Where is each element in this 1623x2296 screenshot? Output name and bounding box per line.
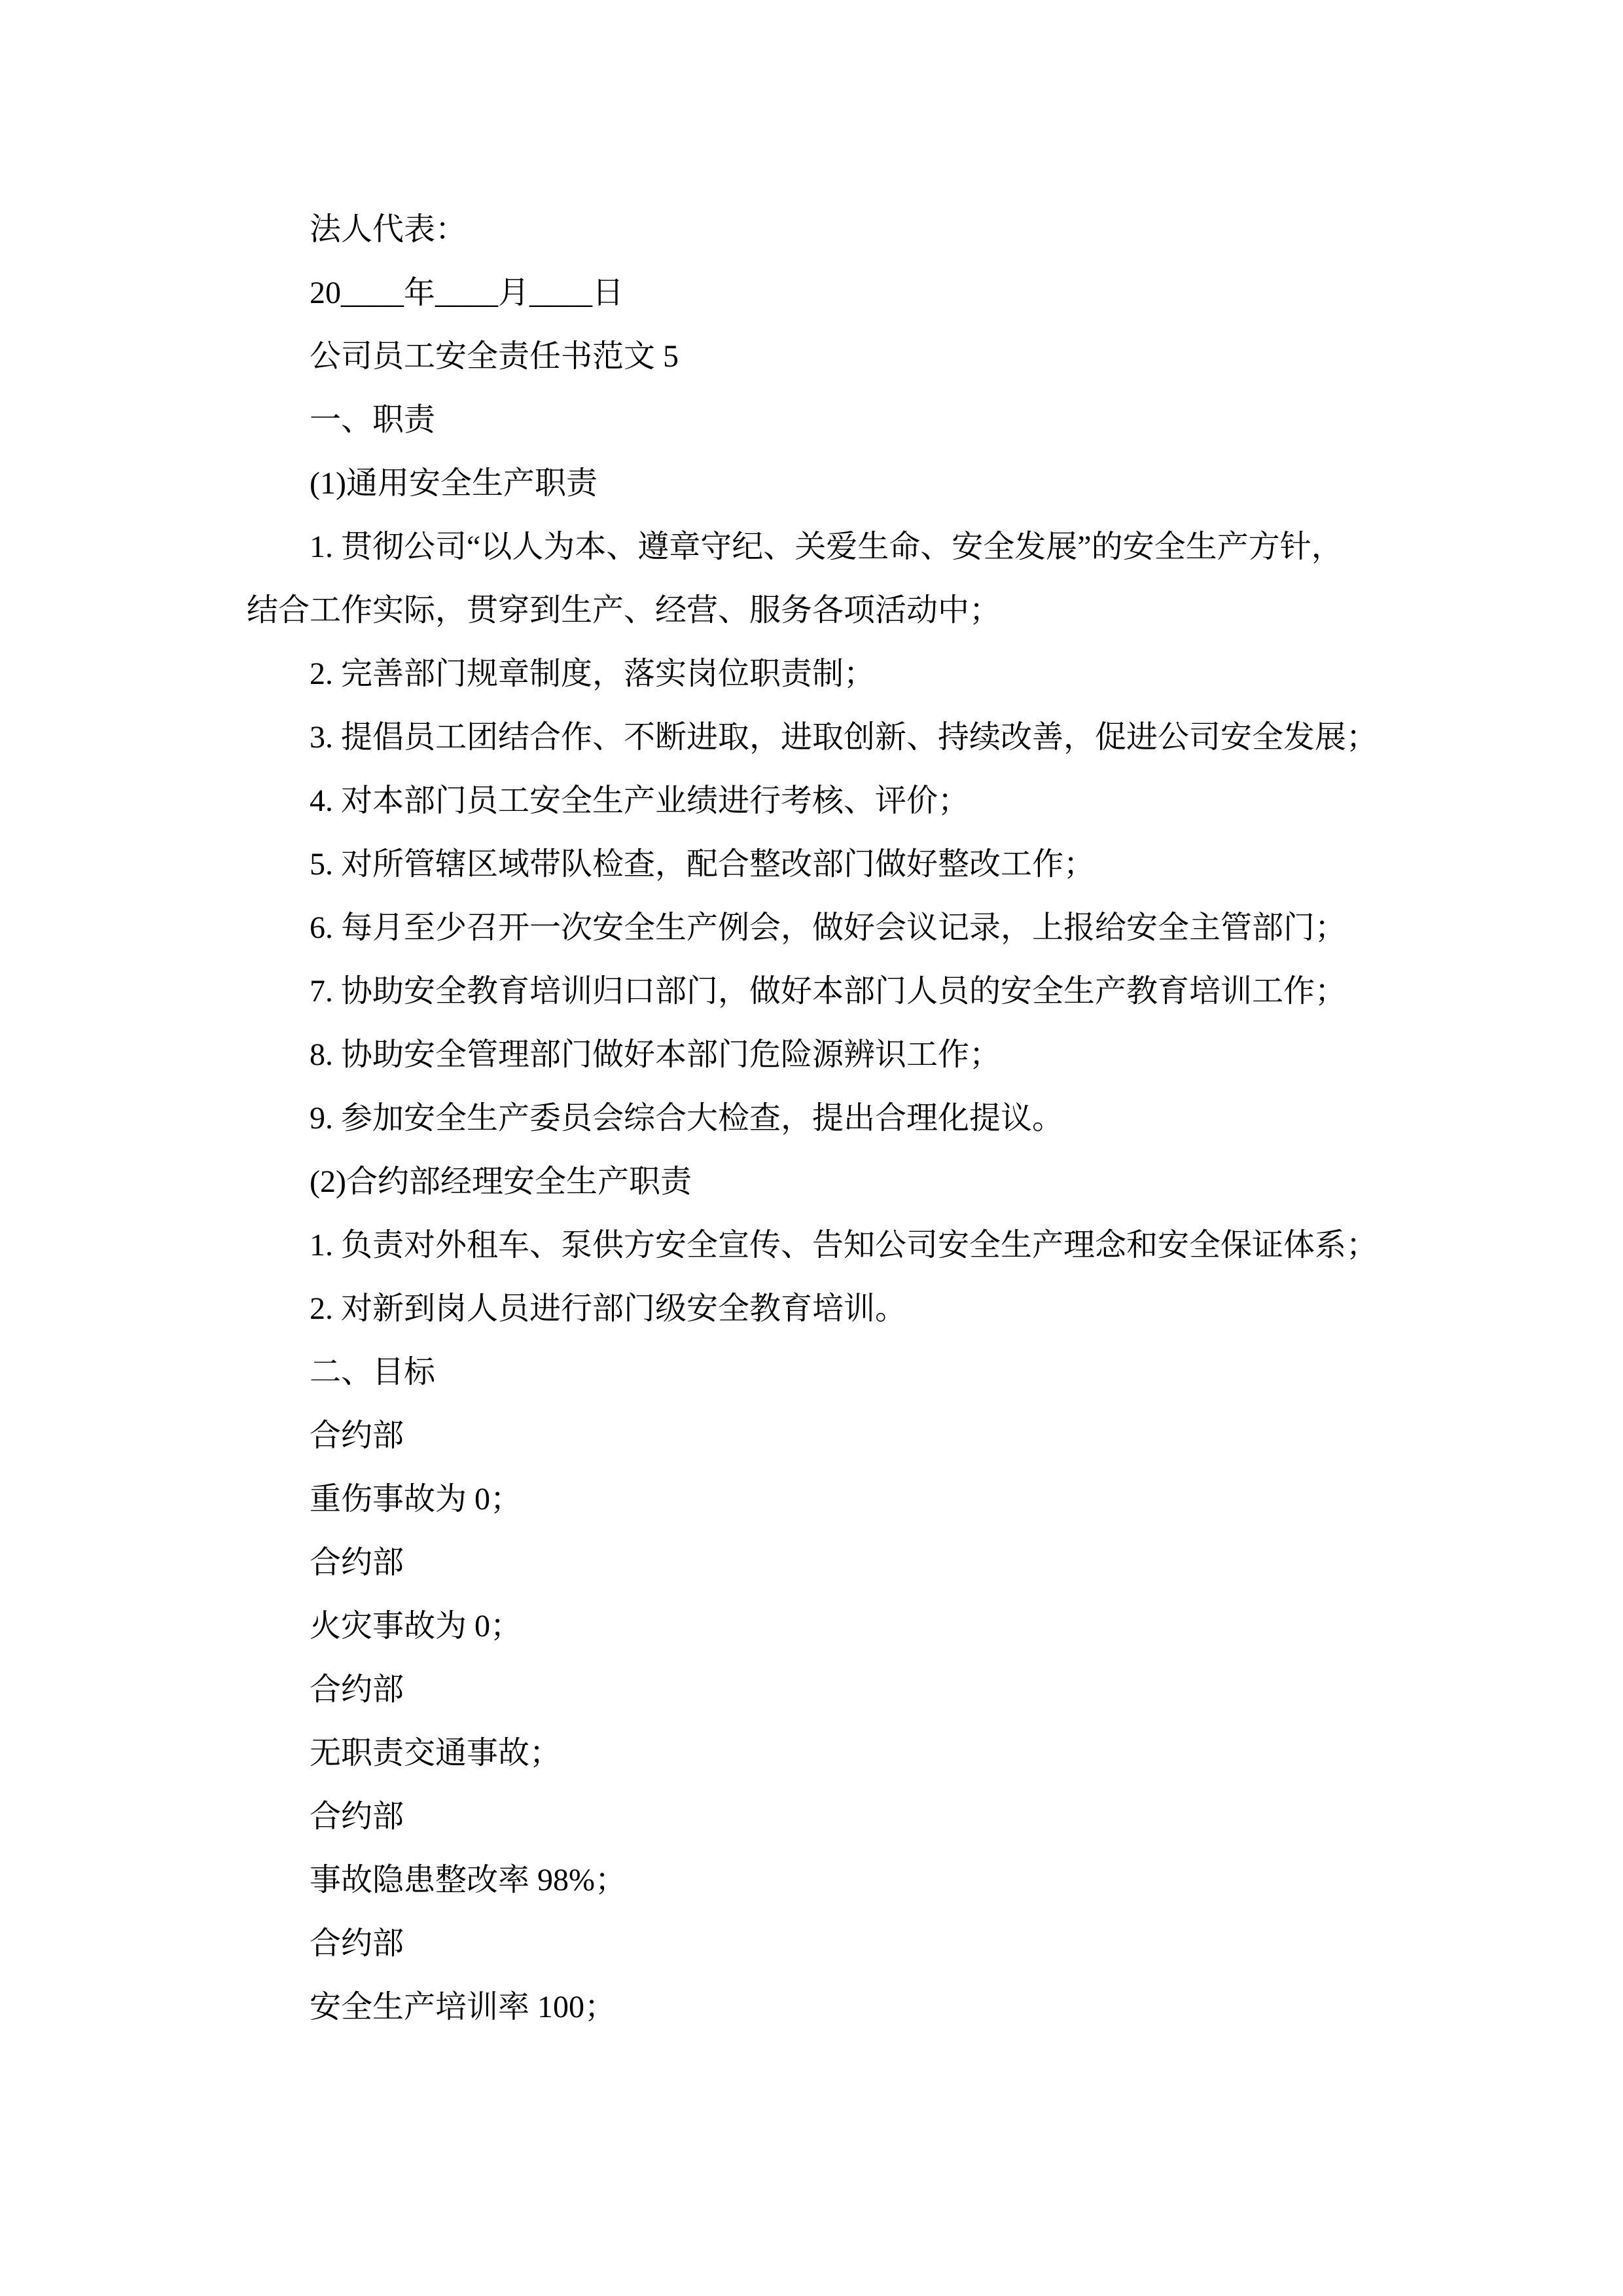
text-line-item-4: 4. 对本部门员工安全生产业绩进行考核、评价；	[310, 783, 970, 818]
text-line-dept-4: 合约部	[310, 1799, 404, 1834]
text-line-item-1a: 1. 贯彻公司“以人为本、遵章守纪、关爱生命、安全发展”的安全生产方针，	[310, 529, 1343, 564]
text-line-sub2-item-1: 1. 负责对外租车、泵供方安全宣传、告知公司安全生产理念和安全保证体系；	[310, 1228, 1378, 1263]
text-line-subsection-1: (1)通用安全生产职责	[310, 466, 597, 501]
text-line-legal-representative: 法人代表：	[310, 212, 467, 247]
text-line-date-blank: 20____年____月____日	[310, 276, 624, 310]
text-line-item-6: 6. 每月至少召开一次安全生产例会，做好会议记录，上报给安全主管部门；	[310, 910, 1347, 945]
text-line-item-3: 3. 提倡员工团结合作、不断进取，进取创新、持续改善，促进公司安全发展；	[310, 720, 1378, 755]
text-line-dept-1: 合约部	[310, 1418, 404, 1453]
text-line-item-2: 2. 完善部门规章制度，落实岗位职责制；	[310, 656, 876, 691]
text-line-sub2-item-2: 2. 对新到岗人员进行部门级安全教育培训。	[310, 1291, 907, 1326]
text-line-subsection-2: (2)合约部经理安全生产职责	[310, 1164, 692, 1199]
text-line-item-1b: 结合工作实际，贯穿到生产、经营、服务各项活动中；	[247, 593, 1001, 628]
text-line-goal-1: 重伤事故为 0；	[310, 1482, 522, 1516]
text-line-dept-3: 合约部	[310, 1672, 404, 1707]
text-line-doc-title: 公司员工安全责任书范文 5	[310, 339, 679, 374]
text-line-goal-2: 火灾事故为 0；	[310, 1609, 522, 1643]
text-line-section-1-heading: 一、职责	[310, 403, 436, 437]
text-line-goal-3: 无职责交通事故；	[310, 1736, 562, 1770]
text-line-item-8: 8. 协助安全管理部门做好本部门危险源辨识工作；	[310, 1037, 1001, 1072]
text-line-goal-4: 事故隐患整改率 98%；	[310, 1863, 626, 1897]
text-line-section-2-heading: 二、目标	[310, 1355, 436, 1390]
text-line-item-5: 5. 对所管辖区域带队检查，配合整改部门做好整改工作；	[310, 847, 1096, 882]
document-text-block	[247, 198, 1376, 2039]
text-line-goal-5: 安全生产培训率 100；	[310, 1990, 616, 2024]
text-line-item-9: 9. 参加安全生产委员会综合大检查，提出合理化提议。	[310, 1101, 1064, 1136]
text-line-dept-2: 合约部	[310, 1545, 404, 1580]
text-line-item-7: 7. 协助安全教育培训归口部门，做好本部门人员的安全生产教育培训工作；	[310, 974, 1347, 1009]
text-line-dept-5: 合约部	[310, 1926, 404, 1961]
